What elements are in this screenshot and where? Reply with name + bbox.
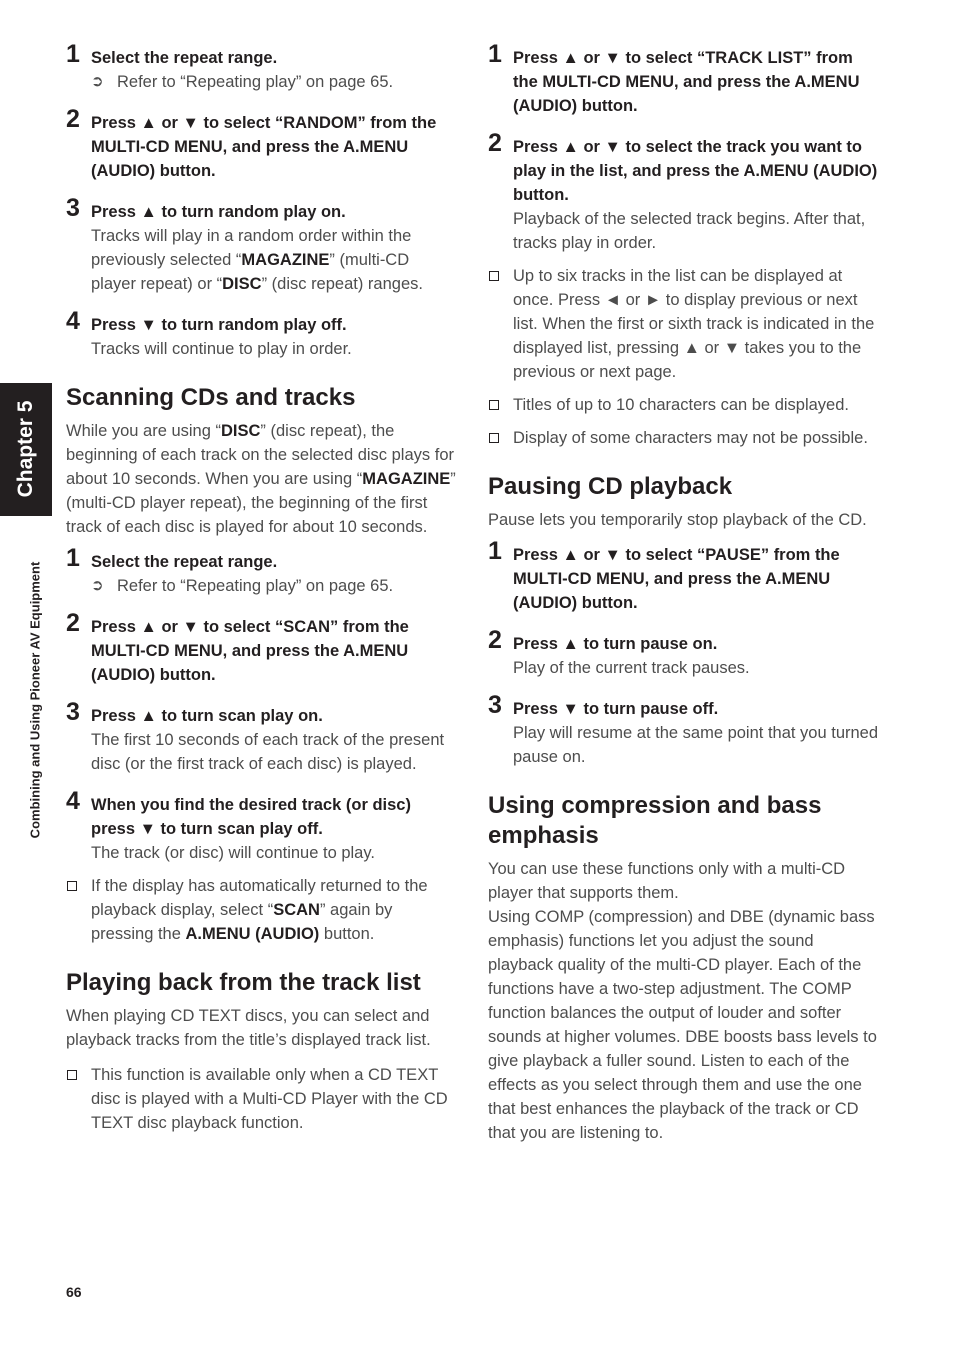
track-list-section bbox=[66, 968, 456, 1135]
checkbox-bullet-icon bbox=[489, 433, 499, 443]
step-description: Play of the current track pauses. bbox=[513, 659, 750, 677]
note-item: This function is available only when a CD TEXT disc is played with a Multi-CD Player with the CD TEXT disc playback function. bbox=[66, 1063, 456, 1135]
section-paragraph: Using COMP (compression) and DBE (dynamic bass emphasis) functions let you adjust the sound playback quality of the multi-CD player. Each of the functions have a two-step adjustment. The COMP function balances the output of louder and softer sounds at higher volumes. DBE boosts bass levels to give playback a fuller sound. Listen to each of the effects as you select through them and use the one that best enhances the playback of the track or CD that you are listening to. bbox=[488, 908, 877, 1142]
note-item: Display of some characters may not be possible. bbox=[488, 426, 880, 450]
step-number: 1 bbox=[488, 537, 502, 565]
step-number: 2 bbox=[488, 626, 502, 654]
section-intro: Pause lets you temporarily stop playback of the CD. bbox=[488, 511, 867, 529]
section-heading: Using compression and bass emphasis bbox=[488, 792, 822, 849]
step-number: 3 bbox=[488, 691, 502, 719]
compression-section bbox=[488, 791, 880, 1145]
step-description: Tracks will play in a random order within the previously selected “MAGAZINE” (multi-CD player repeat) or “DISC” (disc repeat) ranges. bbox=[91, 227, 423, 293]
reference-arrow-icon: ➲ bbox=[91, 577, 104, 594]
page-number: 66 bbox=[66, 1284, 82, 1300]
step-title: Press ▲ or ▼ to select “SCAN” from the MULTI-CD MENU, and press the A.MENU (AUDIO) button. bbox=[91, 618, 409, 684]
step-title: Press ▲ or ▼ to select “TRACK LIST” from the MULTI-CD MENU, and press the A.MENU (AUDIO) button. bbox=[513, 49, 860, 115]
step-number: 1 bbox=[488, 40, 502, 68]
pause-step-1 bbox=[488, 537, 880, 615]
step-title: Press ▲ or ▼ to select the track you want to play in the list, and press the A.MENU (AUDIO) button. bbox=[513, 138, 878, 204]
random-step-4 bbox=[66, 307, 456, 361]
note-item: Titles of up to 10 characters can be displayed. bbox=[488, 393, 880, 417]
random-step-2 bbox=[66, 105, 456, 183]
checkbox-bullet-icon bbox=[67, 1070, 77, 1080]
step-number: 2 bbox=[488, 129, 502, 157]
step-number: 3 bbox=[66, 698, 80, 726]
step-number: 4 bbox=[66, 787, 80, 815]
step-title: Press ▲ or ▼ to select “RANDOM” from the MULTI-CD MENU, and press the A.MENU (AUDIO) button. bbox=[91, 114, 437, 180]
scan-step-1 bbox=[66, 544, 456, 598]
section-intro: While you are using “DISC” (disc repeat), the beginning of each track on the selected disc plays for about 10 seconds. When you are using “MAGAZINE” (multi-CD player repeat), the beginning of the first track of each disc is played for about 10 seconds. bbox=[66, 422, 456, 536]
scan-step-4 bbox=[66, 787, 456, 865]
step-number: 2 bbox=[66, 105, 80, 133]
section-heading: Pausing CD playback bbox=[488, 473, 733, 500]
random-step-3 bbox=[66, 194, 456, 296]
step-title: When you find the desired track (or disc) press ▼ to turn scan play off. bbox=[91, 796, 411, 838]
step-number: 4 bbox=[66, 307, 80, 335]
note-item: Up to six tracks in the list can be displayed at once. Press ◄ or ► to display previous or next list. When the first or sixth track is indicated in the displayed list, pressing ▲ or ▼ takes you to the previous or next page. bbox=[488, 264, 880, 384]
step-number: 2 bbox=[66, 609, 80, 637]
section-caption: Combining and Using Pioneer AV Equipment bbox=[27, 561, 43, 839]
tracklist-step-2 bbox=[488, 129, 880, 255]
scanning-section bbox=[66, 383, 456, 946]
page-reference: ➲ Refer to “Repeating play” on page 65. bbox=[91, 70, 456, 94]
step-description: The track (or disc) will continue to play. bbox=[91, 844, 375, 862]
left-column bbox=[66, 40, 456, 1144]
section-heading: Playing back from the track list bbox=[66, 969, 421, 996]
step-title: Press ▼ to turn random play off. bbox=[91, 316, 347, 334]
reference-arrow-icon: ➲ bbox=[91, 73, 104, 90]
pausing-section bbox=[488, 472, 880, 769]
step-description: Tracks will continue to play in order. bbox=[91, 340, 352, 358]
step-description: Playback of the selected track begins. After that, tracks play in order. bbox=[513, 210, 866, 252]
step-title: Press ▲ or ▼ to select “PAUSE” from the MULTI-CD MENU, and press the A.MENU (AUDIO) button. bbox=[513, 546, 840, 612]
step-title: Press ▼ to turn pause off. bbox=[513, 700, 719, 718]
checkbox-bullet-icon bbox=[67, 881, 77, 891]
checkbox-bullet-icon bbox=[489, 400, 499, 410]
scan-step-3 bbox=[66, 698, 456, 776]
page-reference: ➲ Refer to “Repeating play” on page 65. bbox=[91, 574, 456, 598]
pause-step-2 bbox=[488, 626, 880, 680]
section-intro: When playing CD TEXT discs, you can select and playback tracks from the title’s displayed track list. bbox=[66, 1007, 431, 1049]
checkbox-bullet-icon bbox=[489, 271, 499, 281]
step-description: The first 10 seconds of each track of the present disc (or the first track of each disc) is played. bbox=[91, 731, 445, 773]
step-title: Press ▲ to turn scan play on. bbox=[91, 707, 323, 725]
note-item: If the display has automatically returned to the playback display, select “SCAN” again by pressing the A.MENU (AUDIO) button. bbox=[66, 874, 456, 946]
step-number: 1 bbox=[66, 544, 80, 572]
step-description: Play will resume at the same point that you turned pause on. bbox=[513, 724, 879, 766]
step-title: Press ▲ to turn random play on. bbox=[91, 203, 346, 221]
pause-step-3 bbox=[488, 691, 880, 769]
step-title: Select the repeat range. bbox=[91, 553, 278, 571]
scan-step-2 bbox=[66, 609, 456, 687]
section-paragraph: You can use these functions only with a multi-CD player that supports them. bbox=[488, 860, 846, 902]
random-step-1 bbox=[66, 40, 456, 94]
step-number: 1 bbox=[66, 40, 80, 68]
tracklist-step-1 bbox=[488, 40, 880, 118]
step-title: Select the repeat range. bbox=[91, 49, 278, 67]
step-number: 3 bbox=[66, 194, 80, 222]
chapter-label: Chapter 5 bbox=[14, 400, 37, 498]
right-column bbox=[488, 40, 880, 1156]
step-title: Press ▲ to turn pause on. bbox=[513, 635, 718, 653]
section-heading: Scanning CDs and tracks bbox=[66, 384, 356, 411]
